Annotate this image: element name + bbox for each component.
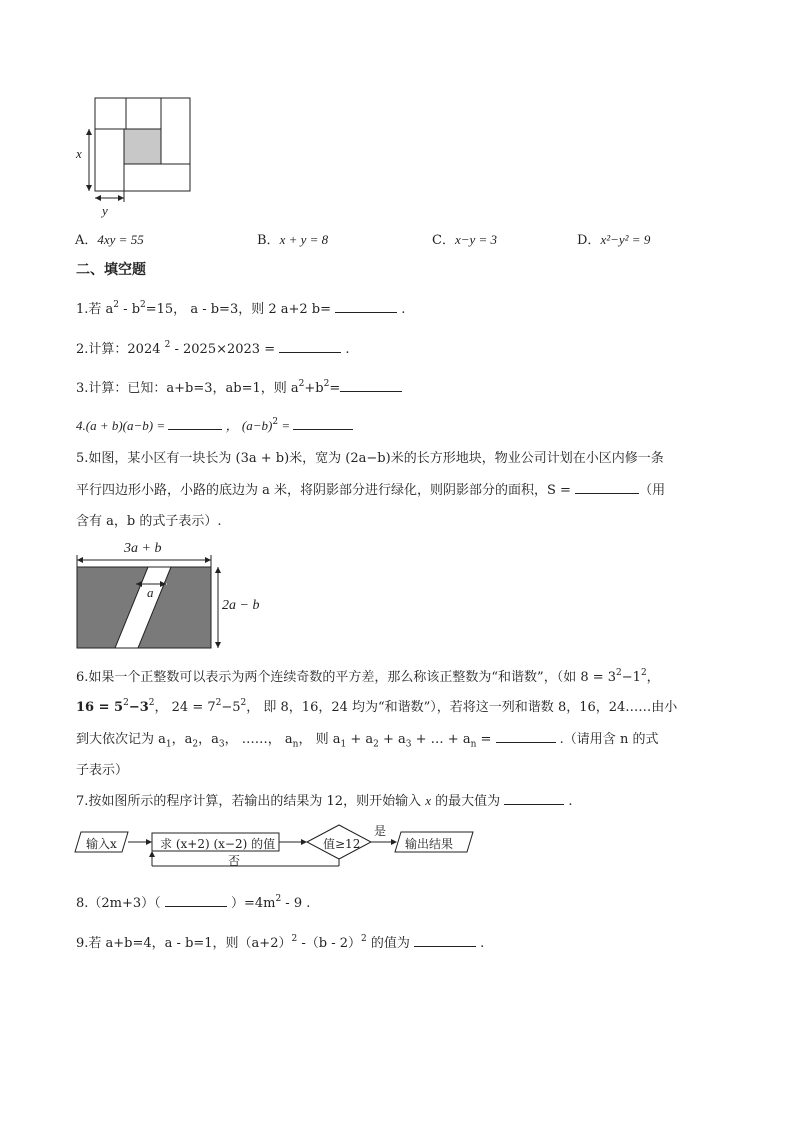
q8-text-1: 8.（2m+3）（ (76, 896, 165, 911)
q8-sup: 2 (275, 894, 282, 904)
option-c-expr: x−y = 3 (454, 232, 498, 247)
q3-sup-1: 2 (298, 379, 305, 389)
q1-text-3: =15， a - b=3，则 2 a+2 b= (145, 302, 336, 317)
q6-sup-3: 2 (123, 698, 129, 708)
q1-sup-1: 2 (113, 300, 120, 310)
q1-sup-2: 2 (140, 300, 146, 310)
q5-text-2a: 平行四边形小路，小路的底边为 a 米，将阴影部分进行绿化，则阴影部分的面积，S = (76, 483, 576, 498)
q6-answer-blank[interactable] (496, 728, 556, 743)
q6-text-2d: −5 (221, 700, 241, 715)
q6-text-2c: ， 24 = 7 (154, 700, 216, 715)
q6-text-3j: .（请用含 n 的式 (555, 732, 659, 747)
q6-sub-nb: n (470, 739, 477, 750)
question-6-line-1 (76, 666, 660, 685)
q6-sub-2b: 2 (373, 739, 379, 750)
option-b (257, 229, 328, 248)
q1-text-2: - b (119, 302, 141, 317)
figure2-inner-label: a (147, 585, 154, 600)
q6-sup-2: 2 (640, 668, 647, 678)
option-a (75, 229, 144, 248)
q6-sub-1b: 1 (340, 739, 347, 750)
q7-text-4: . (564, 794, 573, 809)
q9-text-4: . (476, 936, 485, 951)
q6-sup-4: 2 (148, 698, 155, 708)
q3-text-1: 3.计算：已知：a+b=3，ab=1，则 a (76, 381, 299, 396)
question-9 (76, 932, 484, 951)
q6-text-3d: ， ……， a (224, 732, 293, 747)
figure-rectangle-path (70, 538, 270, 653)
question-5-line-1: 5.如图，某小区有一块长为 (3a + b)米，宽为 (2a−b)米的长方形地块，物业公司计划在小区内修一条 (76, 451, 664, 466)
flow-input-label: 输入x (86, 837, 117, 851)
figure1-y-label: y (102, 203, 108, 218)
q6-text-1b: −1 (621, 670, 641, 685)
option-a-letter: A． (75, 233, 98, 248)
q9-answer-blank[interactable] (414, 932, 476, 947)
flow-yes-label: 是 (374, 824, 387, 838)
q6-text-3b: ，a (171, 732, 193, 747)
q3-text-2: +b (304, 381, 324, 396)
q6-text-2a: 16 = 5 (76, 700, 124, 715)
q5-text-2b: （用 (639, 483, 666, 498)
q1-answer-blank[interactable] (335, 298, 397, 313)
q6-sub-n: n (292, 739, 299, 750)
q2-text-1: 2.计算：2024 (76, 342, 165, 357)
q6-text-3a: 到大依次记为 a (76, 732, 166, 747)
option-d-letter: D． (577, 233, 601, 248)
q6-sup-5: 2 (215, 698, 222, 708)
figure-square-diagram (70, 92, 200, 222)
flow-no-label: 否 (228, 854, 241, 868)
q7-text-1: 7.按如图所示的程序计算，若输出的结果为 12，则开始输入 (76, 794, 426, 809)
q6-text-3g: + a (378, 732, 406, 747)
question-3 (76, 377, 402, 396)
q6-sub-3: 3 (218, 739, 225, 750)
q2-text-2: - 2025×2023 = (170, 342, 280, 357)
q9-text-2: -（b - 2） (297, 936, 361, 951)
option-d (577, 229, 650, 248)
q3-answer-blank[interactable] (340, 377, 402, 392)
q4-text-1: 4.(a + b)(a−b) = (76, 418, 169, 433)
question-6-line-2 (76, 696, 677, 715)
q9-text-1: 9.若 a+b=4，a - b=1，则（a+2） (76, 936, 292, 951)
section-title: 二、填空题 (76, 262, 146, 278)
option-a-expr: 4xy = 55 (97, 232, 144, 247)
question-8 (76, 892, 310, 911)
q8-answer-blank[interactable] (165, 892, 227, 907)
flow-output-label: 输出结果 (405, 837, 454, 851)
question-6-line-3 (76, 728, 658, 750)
option-b-letter: B． (257, 233, 280, 248)
q4-answer-blank-2[interactable] (293, 415, 353, 430)
q4-text-2: ， (a−b) (222, 418, 273, 433)
q5-answer-blank[interactable] (575, 479, 639, 494)
q9-sup-2: 2 (361, 934, 367, 944)
q6-sub-3b: 3 (405, 739, 412, 750)
q2-text-3: . (341, 342, 350, 357)
option-d-expr: x²−y² = 9 (600, 232, 651, 247)
q4-sup: 2 (272, 417, 279, 427)
figure2-top-label: 3a + b (124, 541, 162, 556)
q8-text-3: - 9 . (281, 896, 311, 911)
q4-text-3: = (278, 418, 294, 433)
q8-text-2: ）=4m (226, 896, 276, 911)
option-c-letter: C． (432, 233, 455, 248)
q2-answer-blank[interactable] (279, 338, 341, 353)
q1-text-4: . (397, 302, 406, 317)
q2-sup: 2 (164, 340, 171, 350)
q3-text-3: = (329, 381, 341, 396)
q6-text-3c: ，a (198, 732, 219, 747)
q7-answer-blank[interactable] (504, 790, 564, 805)
q4-answer-blank-1[interactable] (168, 415, 222, 430)
q6-text-3i: = (476, 732, 496, 747)
q6-text-3h: + … + a (411, 732, 471, 747)
flow-compute-label: 求 (x+2) (x−2) 的值 (160, 837, 276, 851)
q1-text-1: 1.若 a (76, 302, 114, 317)
option-b-expr: x + y = 8 (279, 232, 329, 247)
option-c (432, 229, 497, 248)
flow-decision-label: 值≥12 (323, 837, 361, 851)
q6-text-1a: 6.如果一个正整数可以表示为两个连续奇数的平方差，那么称该正整数为“和谐数”，（如 8 = 3 (76, 670, 617, 685)
q9-sup-1: 2 (291, 934, 298, 944)
q7-text-3: 的最大值为 (431, 794, 505, 809)
question-4 (76, 415, 353, 434)
figure1-x-label: x (76, 146, 82, 161)
question-2 (76, 338, 350, 357)
question-1 (76, 298, 405, 317)
q6-text-3e: ， 则 a (298, 732, 341, 747)
q7-text-2: x (425, 793, 431, 808)
q6-sup-6: 2 (240, 698, 247, 708)
question-5-line-3: 含有 a，b 的式子表示）. (76, 514, 222, 529)
question-5-line-2 (76, 479, 665, 498)
q6-sub-2: 2 (192, 739, 199, 750)
shaded-square (124, 129, 161, 164)
q6-sup-1: 2 (616, 668, 622, 678)
q6-text-3f: + a (346, 732, 374, 747)
q3-sup-2: 2 (323, 379, 330, 389)
q6-text-2e: ， 即 8，16，24 均为“和谐数”），若将这一列和谐数 8，16，24……由小 (246, 700, 678, 715)
q9-text-3: 的值为 (366, 936, 414, 951)
q6-text-2b: −3 (128, 700, 149, 715)
question-6-line-4: 子表示） (76, 763, 129, 778)
q6-sub-1: 1 (165, 739, 172, 750)
figure2-side-label: 2a − b (222, 598, 260, 613)
q6-text-1c: ， (646, 670, 660, 685)
question-7 (76, 790, 573, 809)
